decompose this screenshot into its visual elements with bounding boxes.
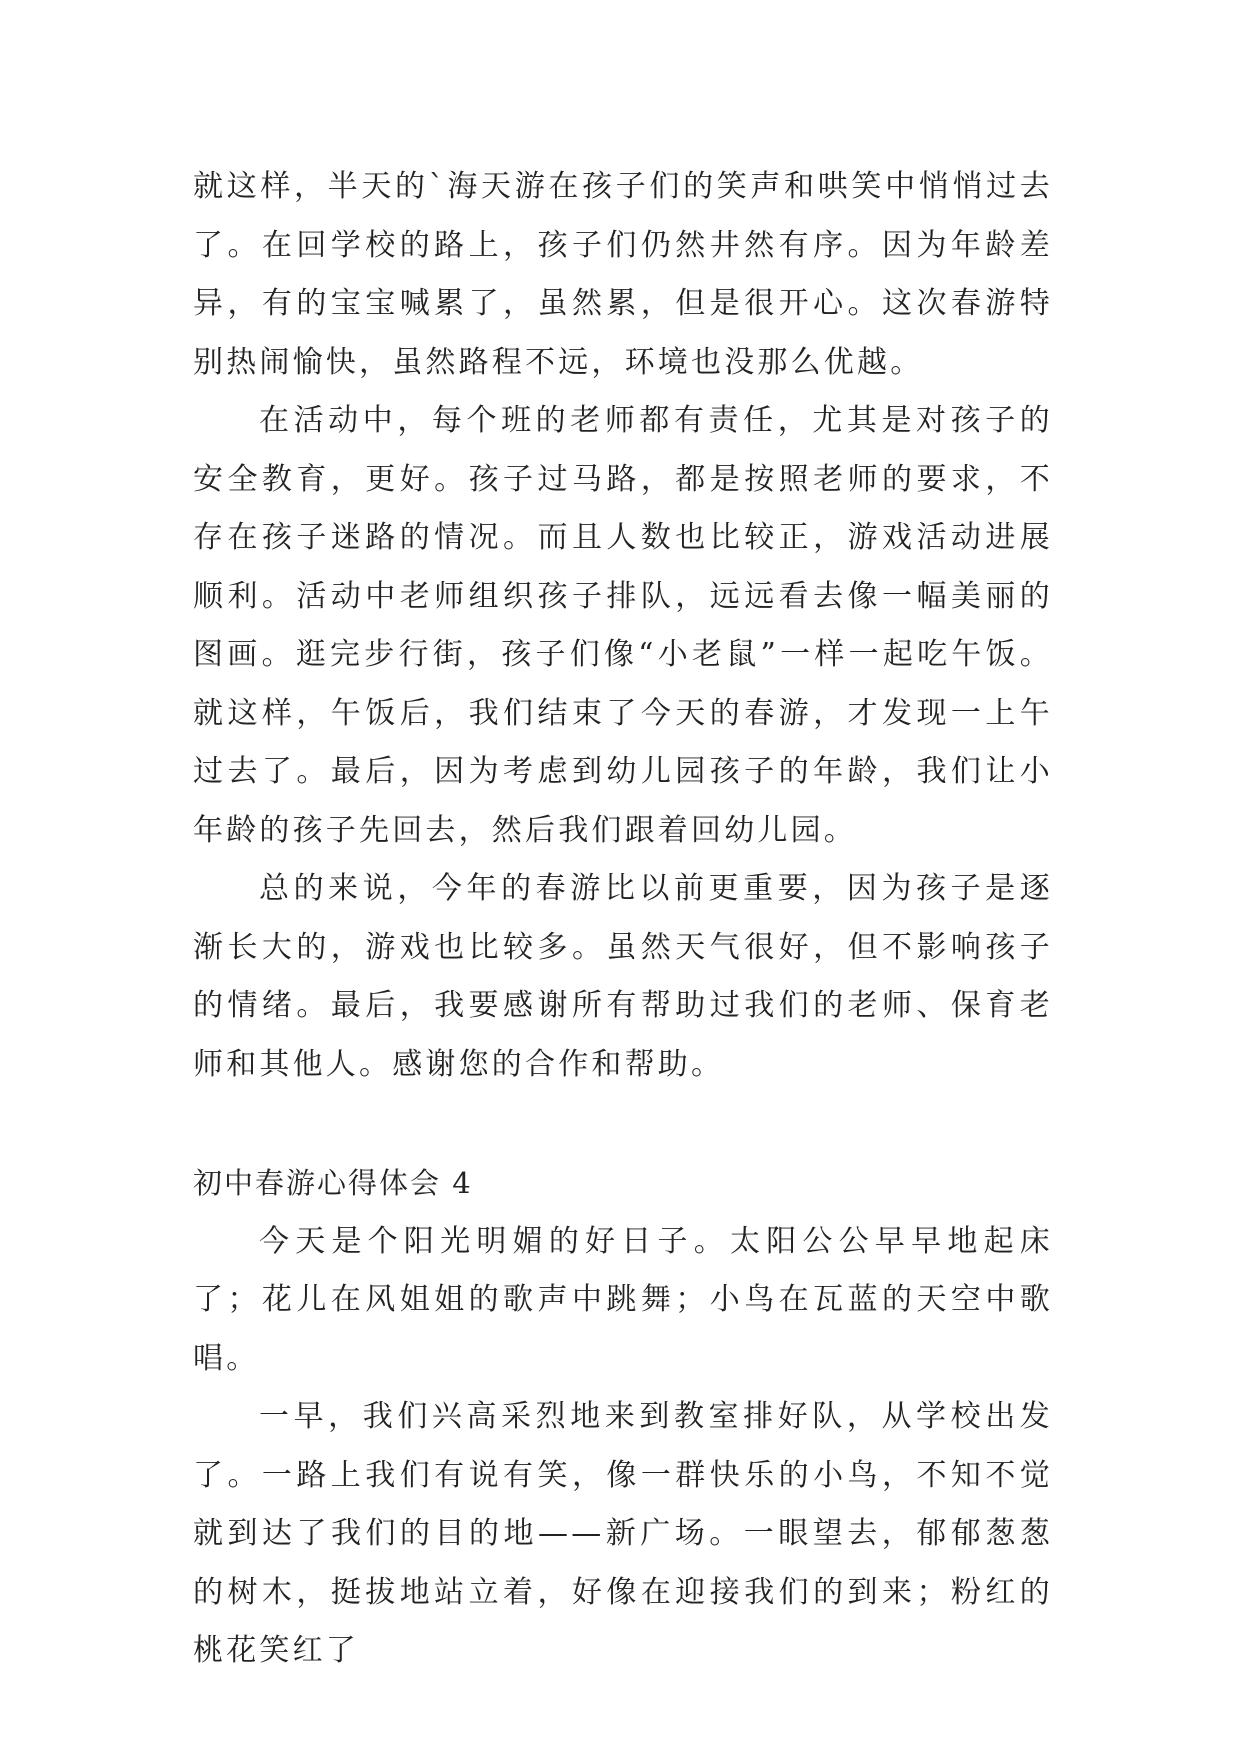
paragraph-activity-safety: 在活动中，每个班的老师都有责任，尤其是对孩子的安全教育，更好。孩子过马路，都是按照老师的要求，不存在孩子迷路的情况。而且人数也比较正，游戏活动进展顺利。活动中老师组织孩子排队，远远看去像一幅美丽的图画。逛完步行街，孩子们像“小老鼠”一样一起吃午饭。就这样，午饭后，我们结束了今天的春游，才发现一上午过去了。最后，因为考虑到幼儿园孩子的年龄，我们让小年龄的孩子先回去，然后我们跟着回幼儿园。 (193, 403, 1053, 848)
paragraph-continuation: 就这样，半天的`海天游在孩子们的笑声和哄笑中悄悄过去了。在回学校的路上，孩子们仍然井然有序。因为年龄差异，有的宝宝喊累了，虽然累，但是很开心。这次春游特别热闹愉快，虽然路程不远，环境也没那么优越。 (193, 169, 1053, 380)
document-page (193, 158, 1053, 1681)
paragraph-departure: 一早，我们兴高采烈地来到教室排好队，从学校出发了。一路上我们有说有笑，像一群快乐的小鸟，不知不觉就到达了我们的目的地——新广场。一眼望去，郁郁葱葱的树木，挺拔地站立着，好像在迎接我们的到来；粉红的桃花笑红了 (193, 1399, 1053, 1668)
paragraph-sunny-day: 今天是个阳光明媚的好日子。太阳公公早早地起床了；花儿在风姐姐的歌声中跳舞；小鸟在瓦蓝的天空中歌唱。 (193, 1223, 1053, 1376)
section-heading: 初中春游心得体会 4 (193, 1166, 473, 1200)
paragraph-conclusion: 总的来说，今年的春游比以前更重要，因为孩子是逐渐长大的，游戏也比较多。虽然天气很好，但不影响孩子的情绪。最后，我要感谢所有帮助过我们的老师、保育老师和其他人。感谢您的合作和帮助。 (193, 871, 1053, 1082)
